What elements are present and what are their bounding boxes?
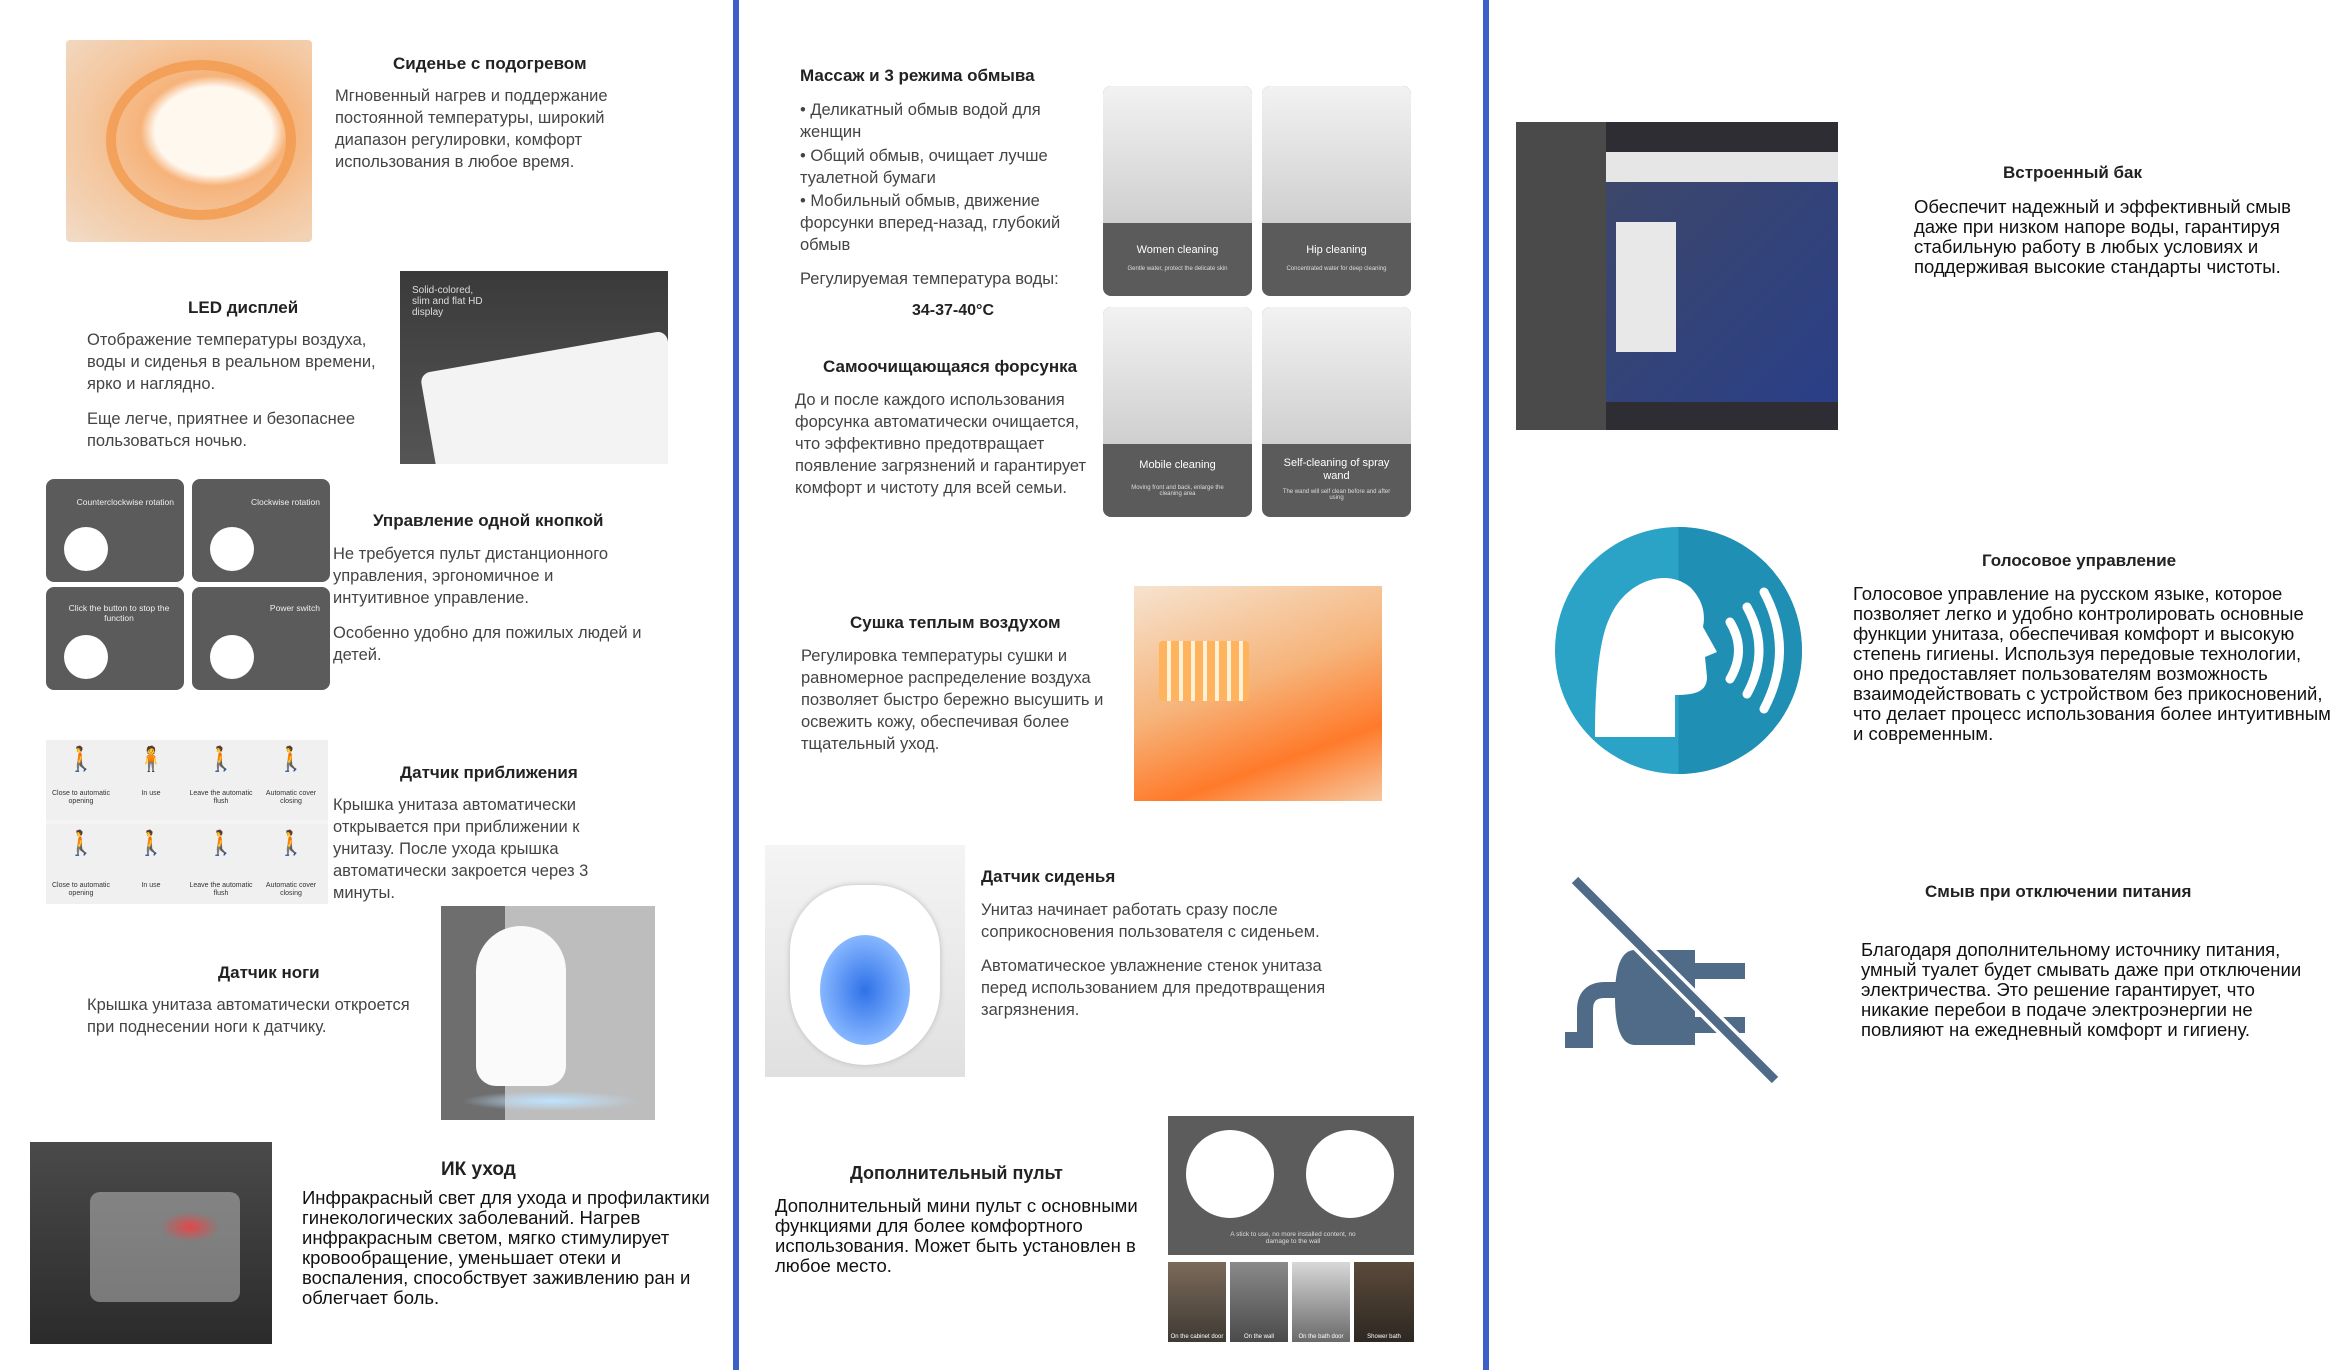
knob-tile-cw [192,479,330,582]
foot-sensor-text: Крышка унитаза автоматически откроется при поднесении ноги к датчику. [87,996,410,1036]
knob-icon [210,635,254,679]
led-display-image [400,271,668,464]
tile-photo [1262,307,1411,444]
water-temp-value: 34-37-40°C [912,302,994,319]
proximity-caption: Leave the automatic flush [189,882,253,897]
proximity-row-2 [46,824,328,904]
nozzle-title: Самоочищающаяся форсунка [823,357,1078,376]
person-icon: 🚶 [136,830,166,857]
toilet-xray [90,1192,240,1302]
proximity-row-1 [46,740,328,820]
toilet-shape [476,926,566,1086]
cleaning-tile-sub: Gentle water, protect the delicate skin [1127,266,1228,272]
knob-icon [64,635,108,679]
proximity-text: Крышка унитаза автоматически открывается при приближении к унитазу. После ухода крышка автоматически закроется через 3 минуты. [333,796,589,902]
person-icon: 🚶 [276,830,306,857]
led-panel [420,330,668,464]
one-button-title: Управление одной кнопкой [373,511,604,530]
knob-tile-power [192,587,330,690]
proximity-caption: Close to automatic opening [52,882,110,897]
massage-bullet-3: • Мобильный обмыв, движение форсунки вперед-назад, глубокий обмыв [800,192,1061,254]
proximity-caption: Automatic cover closing [265,882,317,897]
person-icon: 🚶 [66,830,96,857]
one-button-text-1: Не требуется пульт дистанционного управления, эргономичное и интуитивное управление. [333,545,609,607]
one-button-text-2: Особенно удобно для пожилых людей и детей. [333,624,642,664]
nozzle-text: До и после каждого использования форсунка автоматически очищается, что эффективно предотвращает появление загрязнений и гарантирует комфорт и чистоту для всей семьи. [795,391,1087,497]
knob-tile-label: Counterclockwise rotation [76,497,174,507]
foot-sensor-image [441,906,655,1120]
remote-front-view [1306,1130,1394,1218]
tile-photo [1103,307,1252,444]
knob-tile-label: Clockwise rotation [251,497,320,507]
tank-top [1606,152,1838,182]
cleaning-tile-self [1262,307,1411,517]
power-flush-text: Благодаря дополнительному источнику питания, умный туалет будет смывать даже при отключении электричества. Это решение гарантирует, что никакие перебои в подаче электроэнергии не повлияют на ежедневный комфорт и гигиену. [1861,939,2302,1040]
tile-photo [1103,86,1252,223]
proximity-caption: Automatic cover closing [265,790,317,805]
remote-side-view [1186,1130,1274,1218]
dryer-vent [1159,641,1249,701]
led-image-caption: Solid-colored, slim and flat HD display [412,285,483,318]
cleaning-tile-sub: Moving front and back, enlarge the cleaning area [1131,485,1224,497]
knob-tile-ccw [46,479,184,582]
knob-tile-label: Click the button to stop the function [68,603,170,623]
remote-photo-1 [1168,1262,1226,1342]
voice-control-icon [1555,527,1802,774]
led-text-2: Еще легче, приятнее и безопаснее пользоваться ночью. [87,410,356,450]
knob-icon [210,527,254,571]
proximity-title: Датчик приближения [400,763,578,782]
ir-care-text: Инфракрасный свет для ухода и профилактики гинекологических заболеваний. Нагрев инфракрасным светом, мягко стимулирует кровообращение, уменьшает отеки и воспаления, способствует заживлению ран и облегчает боль. [302,1187,710,1308]
remote-photo-2 [1230,1262,1288,1342]
proximity-caption: In use [141,882,161,889]
cleaning-tile-sub: Concentrated water for deep cleaning [1286,266,1387,272]
heated-seat-text: Мгновенный нагрев и поддержание постоянной температуры, широкий диапазон регулировки, комфорт использования в любое время. [335,87,608,171]
proximity-caption: Close to automatic opening [52,790,110,805]
tank-title: Встроенный бак [2003,163,2142,182]
ir-care-image [30,1142,272,1344]
cleaning-tile-sub: The wand will self clean before and after using [1282,489,1391,501]
proximity-caption: Leave the automatic flush [189,790,253,805]
cleaning-tile-label: Self-cleaning of spray wand [1283,457,1390,482]
remote-photo-4 [1354,1262,1414,1342]
cleaning-tile-hip [1262,86,1411,296]
knob-tile-click [46,587,184,690]
cleaning-tile-label: Mobile cleaning [1139,459,1216,471]
seat-sensor-image [765,845,965,1077]
blue-water [820,935,910,1045]
person-icon: 🧍 [136,746,166,773]
remote-photo-caption: Shower bath [1367,1334,1401,1340]
person-icon: 🚶 [206,830,236,857]
cleaning-tile-mobile [1103,307,1252,517]
tank-image [1516,122,1838,430]
massage-title: Массаж и 3 режима обмыва [800,66,1035,85]
remote-image [1168,1116,1414,1255]
remote-caption: A stick to use, no more installed content, no damage to the wall [1230,1231,1356,1245]
column-divider-2 [1483,0,1489,1370]
voice-text: Голосовое управление на русском языке, которое позволяет легко и удобно контролировать основные функции унитаза, обеспечивая комфорт и высокую степень гигиены. Используя передовые технологии, оно предоставляет пользователям возможность взаимодействовать с устройством без прикосновений, что делает процесс использования более интуитивным и современным. [1853,583,2331,744]
dryer-image [1134,586,1382,801]
heated-seat-image [66,40,312,242]
foot-sensor-title: Датчик ноги [218,963,320,982]
ir-care-title: ИК уход [441,1159,516,1180]
remote-photo-caption: On the bath door [1298,1334,1344,1340]
cleaning-tile-label: Women cleaning [1136,244,1219,256]
remote-text: Дополнительный мини пульт с основными функциями для более комфортного использования. Может быть установлен в любое место. [775,1195,1138,1276]
person-icon: 🚶 [206,746,236,773]
seat-ring [106,60,296,220]
tile-photo [1262,86,1411,223]
massage-bullet-1: • Деликатный обмыв водой для женщин [800,101,1041,141]
seat-sensor-text-2: Автоматическое увлажнение стенок унитаза перед использованием для предотвращения загрязнения. [981,957,1326,1019]
tank-text: Обеспечит надежный и эффективный смыв даже при низком напоре воды, гарантируя стабильную работу в любых условиях и поддерживая высокие стандарты чистоты. [1914,196,2292,277]
floor-light [461,1091,641,1111]
massage-bullet-2: • Общий обмыв, очищает лучше туалетной бумаги [800,147,1048,187]
knob-tile-label: Power switch [269,603,320,613]
remote-title: Дополнительный пульт [850,1163,1063,1183]
knob-icon [64,527,108,571]
tank-valve [1616,222,1676,352]
cleaning-tile-label: Hip cleaning [1306,244,1367,256]
ir-glow [160,1212,220,1242]
proximity-illustration [46,740,328,904]
led-text-1: Отображение температуры воздуха, воды и сиденья в реальном времени, ярко и наглядно. [87,331,376,393]
water-temp-label: Регулируемая температура воды: [800,270,1059,288]
remote-photo-caption: On the cabinet door [1170,1334,1224,1340]
remote-photo-caption: On the wall [1243,1334,1274,1340]
dryer-title: Сушка теплым воздухом [850,613,1061,632]
column-divider-1 [733,0,739,1370]
remote-photo-3 [1292,1262,1350,1342]
seat-sensor-text-1: Унитаз начинает работать сразу после соприкосновения пользователя с сиденьем. [981,901,1320,941]
led-title: LED дисплей [188,298,299,317]
heated-seat-title: Сиденье с подогревом [393,54,587,73]
person-icon: 🚶 [66,746,96,773]
proximity-caption: In use [141,790,161,797]
seat-sensor-title: Датчик сиденья [981,867,1116,886]
power-flush-title: Смыв при отключении питания [1925,882,2192,901]
cleaning-tile-women [1103,86,1252,296]
person-icon: 🚶 [276,746,306,773]
dryer-text: Регулировка температуры сушки и равномерное распределение воздуха позволяет быстро бережно высушить и освежить кожу, обеспечивая более тщательный уход. [801,647,1104,753]
no-power-plug-icon [1560,875,1785,1090]
voice-title: Голосовое управление [1982,551,2177,570]
